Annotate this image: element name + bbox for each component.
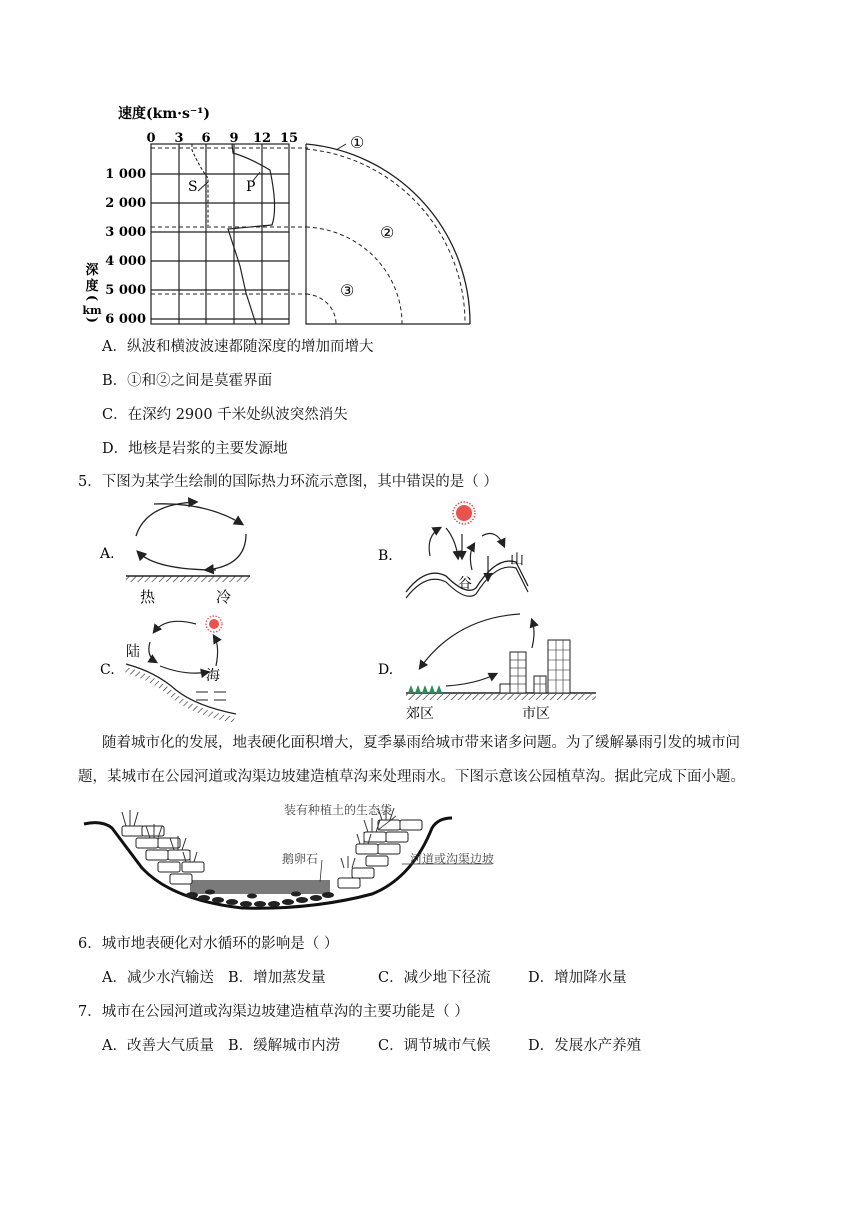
velocity-grid [151,144,289,324]
q6-option-b: B．增加蒸发量 [228,970,326,986]
depth-tick: 3 000 [105,225,146,240]
speed-tick: 15 [279,131,299,146]
q4-option-d: D．地核是岩浆的主要发源地 [102,441,288,457]
q7-option-b: B．缓解城市内涝 [228,1038,341,1054]
depth-axis-char: ) [84,316,99,324]
depth-tick: 6 000 [105,312,146,327]
label-land: 陆 [126,644,140,660]
sun-icon [456,505,472,521]
q6-option-d: D．增加降水量 [528,970,627,986]
s-wave-label: S [188,179,198,195]
panel-a-circulation [126,502,250,582]
q7-option-a: A．改善大气质量 [102,1038,214,1054]
depth-tick: 5 000 [105,283,146,298]
label-valley: 谷 [458,576,472,592]
label-suburb: 郊区 [406,706,434,722]
speed-tick: 0 [146,131,156,146]
label-city: 市区 [522,706,550,722]
depth-tick: 1 000 [105,167,146,182]
q6-option-c: C．减少地下径流 [378,970,491,986]
depth-axis-label [82,262,102,323]
depth-axis-char: ( [84,294,99,302]
label-pebble: 鹅卵石 [282,852,319,866]
depth-axis-char: km [82,304,102,317]
option-a-letter: A. [100,546,115,562]
option-c-letter: C. [100,662,115,678]
speed-tick: 3 [174,131,184,146]
depth-ticks [105,167,146,327]
q6-option-a: A．减少水汽输送 [102,970,214,986]
speed-axis-label: 速度(km·s⁻¹) [118,106,211,122]
depth-tick: 2 000 [105,196,146,211]
layer-marker-1: ① [350,133,365,152]
depth-axis-char: 度 [85,279,99,294]
label-mountain: 山 [510,552,524,568]
speed-tick: 12 [252,131,272,146]
passage-line-2: 题，某城市在公园河道或沟渠边坡建造植草沟来处理雨水。下图示意该公园植草沟。据此完成下面小题。 [78,769,745,785]
option-d-letter: D. [378,662,394,678]
panel-d-urban [406,614,596,700]
speed-tick: 6 [201,131,211,146]
option-b-letter: B. [378,548,393,564]
p-wave-label: P [246,179,256,195]
seismic-wave-figure [80,98,480,337]
q7-stem: 7．城市在公园河道或沟渠边坡建造植草沟的主要功能是（ ） [78,1004,469,1020]
q7-option-c: C．调节城市气候 [378,1038,491,1054]
label-sea: 海 [206,668,220,684]
q4-option-b: B．①和②之间是莫霍界面 [102,373,273,389]
speed-tick: 9 [229,131,239,146]
q7-option-d: D．发展水产养殖 [528,1038,642,1054]
depth-axis-char: 深 [85,263,99,278]
q6-stem: 6．城市地表硬化对水循环的影响是（ ） [78,936,339,952]
label-hot: 热 [140,588,156,606]
q4-option-c: C．在深约 2900 千米处纵波突然消失 [102,407,348,423]
label-cold: 冷 [216,588,232,606]
p-wave-curve [228,144,275,324]
label-ecobag: 装有种植土的生态袋 [284,803,393,817]
label-slope: 河道或沟渠边坡 [410,852,495,866]
inner-core-arc [306,294,336,324]
depth-tick: 4 000 [105,254,146,269]
sun-icon [209,619,219,629]
q4-option-a: A．纵波和横波波速都随深度的增加而增大 [102,339,374,355]
layer-marker-3: ③ [340,281,355,300]
q5-diagrams [96,496,616,722]
q5-stem: 5．下图为某学生绘制的国际热力环流示意图，其中错误的是（ ） [78,474,498,490]
layer-marker-2: ② [380,223,395,242]
left-ecobags [122,826,204,884]
discontinuity-lines [151,148,308,294]
passage-line-1: 随着城市化的发展，地表硬化面积增大，夏季暴雨给城市带来诸多问题。为了缓解暴雨引发的城市问 [102,735,740,751]
